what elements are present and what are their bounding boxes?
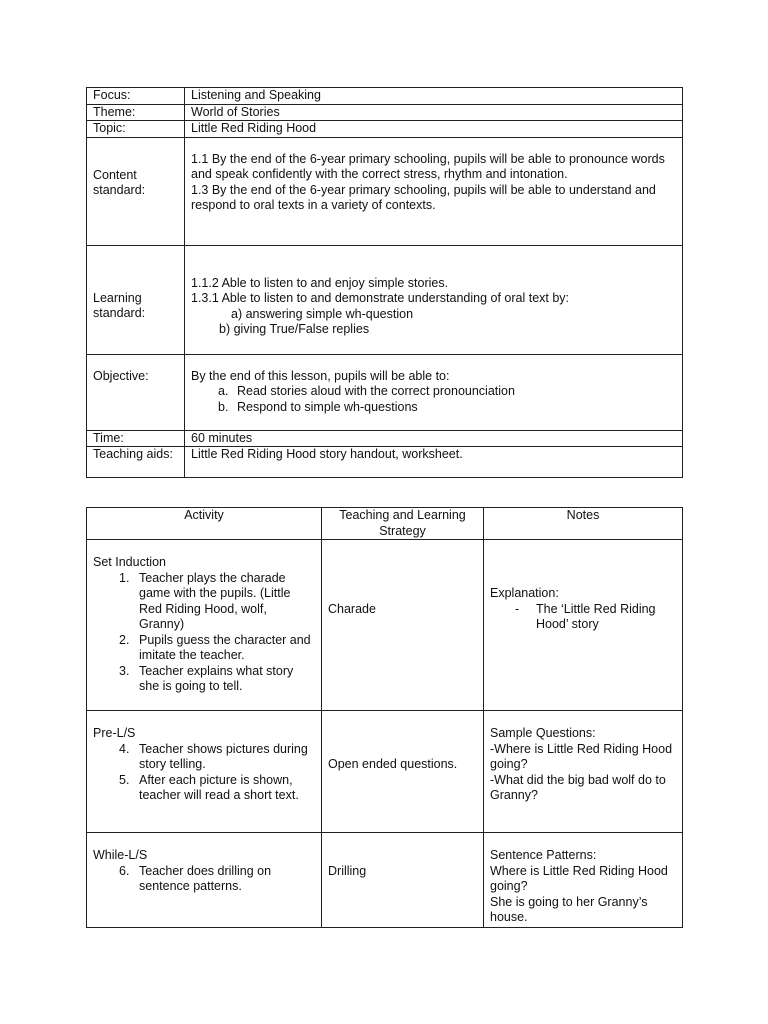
time-row (87, 430, 683, 447)
step-item (93, 571, 315, 633)
learning-standard-2: 1.3.1 Able to listen to and demonstrate understanding of oral text by: (191, 291, 570, 305)
step-text: Teacher plays the charade game with the pupils. (Little Red Riding Hood, wolf, Granny) (139, 570, 291, 631)
step-number: 2. (119, 632, 130, 647)
step-item (93, 864, 315, 895)
plan-row-set-induction (87, 540, 683, 711)
plan-header-row (87, 508, 683, 540)
time-label: Time: (87, 430, 185, 447)
step-number: 5. (119, 772, 130, 787)
learning-standard-label: Learning standard: (87, 245, 185, 354)
notes-line: Sentence Patterns: (490, 848, 597, 862)
content-standard-label: Content standard: (87, 137, 185, 245)
topic-label: Topic: (87, 121, 185, 138)
plan-row-while-ls (87, 833, 683, 928)
step-number: 4. (119, 741, 130, 756)
objective-item (191, 384, 676, 400)
objective-row (87, 354, 683, 430)
objective-list (191, 384, 676, 415)
topic-row (87, 121, 683, 138)
notes-line: She is going to her Granny’s house. (490, 894, 648, 924)
notes-line: Sample Questions: (490, 726, 596, 740)
activity-header: Activity (87, 508, 322, 540)
step-text: Pupils guess the character and imitate the teacher. (139, 632, 311, 662)
objective-item-marker: a. (218, 384, 229, 398)
lesson-info-table (86, 87, 683, 478)
notes-item (490, 602, 676, 633)
activity-plan-table (86, 507, 683, 928)
content-standard-2: 1.3 By the end of the 6-year primary schooling, pupils will be able to understand and respond to oral texts in a variety of contexts. (191, 182, 656, 212)
teaching-aids-label: Teaching aids: (87, 447, 185, 478)
steps-list (93, 742, 315, 804)
focus-label: Focus: (87, 88, 185, 105)
notes-line: -Where is Little Red Riding Hood going? (490, 741, 673, 771)
plan-row-pre-ls (87, 711, 683, 833)
step-item (93, 773, 315, 804)
objective-value (185, 354, 683, 430)
step-item (93, 633, 315, 664)
theme-row (87, 104, 683, 121)
step-text: Teacher does drilling on sentence patterns. (139, 863, 272, 893)
objective-item (191, 400, 676, 416)
step-text: Teacher shows pictures during story telling. (139, 741, 308, 771)
strategy-cell: Drilling (322, 833, 484, 928)
step-text: After each picture is shown, teacher will read a short text. (139, 772, 299, 802)
steps-list (93, 571, 315, 695)
steps-list (93, 864, 315, 895)
strategy-cell: Open ended questions. (322, 711, 484, 833)
step-text: Teacher explains what story she is going to tell. (139, 663, 294, 693)
focus-value: Listening and Speaking (185, 88, 683, 105)
content-standard-row (87, 137, 683, 245)
notes-line: -What did the big bad wolf do to Granny? (490, 772, 666, 802)
objective-item-text: Respond to simple wh-questions (237, 399, 418, 414)
notes-list (490, 602, 676, 633)
notes-cell (484, 540, 683, 711)
theme-value: World of Stories (185, 104, 683, 121)
teaching-aids-row (87, 447, 683, 478)
step-item (93, 664, 315, 695)
objective-item-text: Read stories aloud with the correct pronounciation (237, 384, 515, 398)
focus-row (87, 88, 683, 105)
teaching-aids-value: Little Red Riding Hood story handout, worksheet. (185, 447, 683, 478)
notes-line: Where is Little Red Riding Hood going? (490, 863, 668, 893)
activity-cell (87, 833, 322, 928)
strategy-cell: Charade (322, 540, 484, 711)
activity-cell (87, 711, 322, 833)
learning-standard-row (87, 245, 683, 354)
step-number: 6. (119, 863, 130, 878)
stage-title: Set Induction (93, 555, 166, 569)
step-number: 1. (119, 570, 130, 585)
time-value: 60 minutes (185, 430, 683, 447)
notes-cell (484, 711, 683, 833)
stage-title: Pre-L/S (93, 726, 136, 740)
learning-standard-value (185, 245, 683, 354)
content-standard-value (185, 137, 683, 245)
theme-label: Theme: (87, 104, 185, 121)
step-item (93, 742, 315, 773)
step-number: 3. (119, 663, 130, 678)
learning-standard-b: b) giving True/False replies (219, 322, 370, 336)
strategy-header: Teaching and Learning Strategy (322, 508, 484, 540)
notes-title: Explanation: (490, 586, 559, 600)
objective-intro: By the end of this lesson, pupils will be able to: (191, 368, 450, 383)
objective-label: Objective: (87, 354, 185, 430)
learning-standard-a: a) answering simple wh-question (231, 306, 414, 321)
dash-marker: - (515, 601, 520, 616)
notes-header: Notes (484, 508, 683, 540)
notes-cell (484, 833, 683, 928)
objective-item-marker: b. (218, 399, 229, 414)
notes-item-text: The ‘Little Red Riding Hood’ story (536, 601, 656, 631)
stage-title: While-L/S (93, 848, 148, 862)
topic-value: Little Red Riding Hood (185, 121, 683, 138)
content-standard-1: 1.1 By the end of the 6-year primary schooling, pupils will be able to pronounce words and speak confidently with the correct stress, rhythm and intonation. (191, 151, 665, 181)
activity-cell (87, 540, 322, 711)
learning-standard-1: 1.1.2 Able to listen to and enjoy simple stories. (191, 275, 449, 290)
